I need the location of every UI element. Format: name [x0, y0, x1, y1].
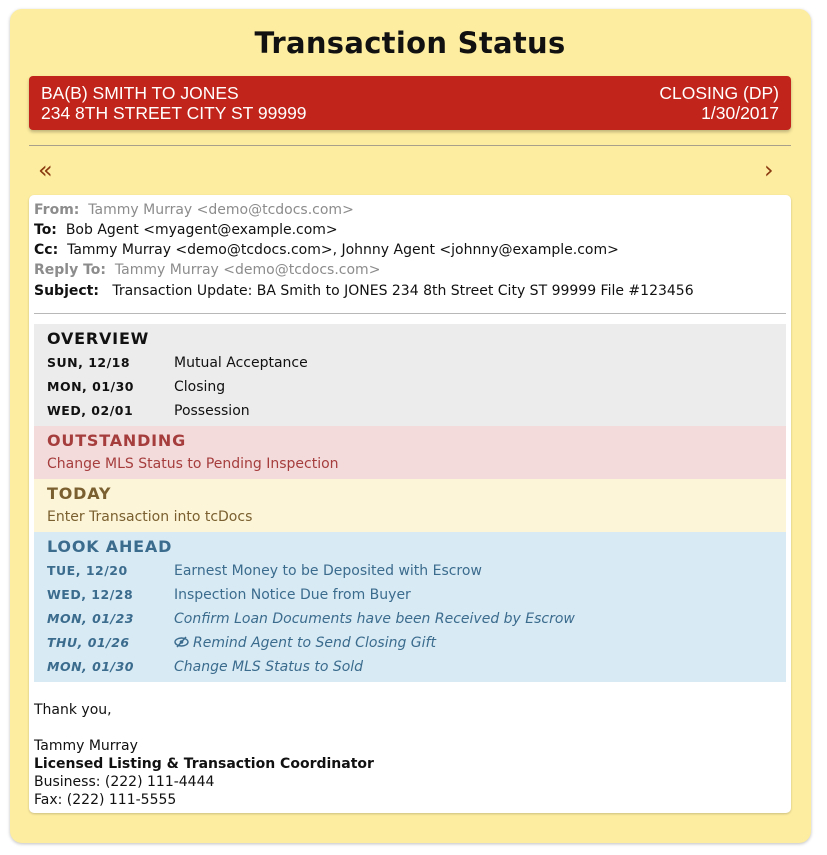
look-ahead-text: Confirm Loan Documents have been Received by Escrow	[174, 611, 575, 627]
subject-value: Transaction Update: BA Smith to JONES 234 8th Street City ST 99999 File #123456	[112, 283, 694, 299]
outstanding-title: OUTSTANDING	[47, 431, 187, 450]
look-ahead-item	[47, 609, 575, 629]
next-page-button[interactable]: ›	[764, 156, 774, 184]
banner-address: 234 8TH STREET CITY ST 99999	[41, 103, 307, 123]
overview-text: Mutual Acceptance	[174, 355, 308, 371]
signoff-name: Tammy Murray	[34, 738, 138, 754]
banner-parties: BA(B) SMITH TO JONES	[41, 83, 239, 103]
cc-label: Cc:	[34, 242, 59, 258]
overview-item	[47, 401, 250, 421]
look-ahead-item	[47, 585, 411, 605]
look-ahead-date: TUE, 12/20	[47, 563, 128, 578]
overview-date: SUN, 12/18	[47, 355, 131, 370]
look-ahead-date: MON, 01/23	[47, 611, 134, 626]
page-title: Transaction Status	[254, 26, 566, 60]
signoff-business-phone: Business: (222) 111-4444	[34, 774, 215, 790]
look-ahead-date: WED, 12/28	[47, 587, 134, 602]
signoff-role: Licensed Listing & Transaction Coordinator	[34, 756, 374, 772]
look-ahead-text: Remind Agent to Send Closing Gift	[193, 635, 436, 651]
today-title: TODAY	[47, 484, 112, 503]
overview-date: WED, 02/01	[47, 403, 134, 418]
overview-title: OVERVIEW	[47, 329, 150, 348]
subject-label: Subject:	[34, 283, 99, 299]
divider	[29, 145, 791, 146]
today-section	[34, 479, 786, 532]
to-label: To:	[34, 222, 57, 238]
header-divider	[34, 313, 786, 314]
look-ahead-item	[47, 633, 436, 653]
signoff-thanks: Thank you,	[34, 702, 112, 718]
reply-value: Tammy Murray <demo@tcdocs.com>	[114, 262, 381, 278]
overview-item	[47, 353, 308, 373]
look-ahead-item	[47, 561, 482, 581]
overview-text: Possession	[174, 403, 250, 419]
cc-value: Tammy Murray <demo@tcdocs.com>, Johnny Agent <johnny@example.com>	[67, 242, 619, 258]
outstanding-text: Change MLS Status to Pending Inspection	[47, 456, 339, 472]
overview-section	[34, 324, 786, 426]
to-value: Bob Agent <myagent@example.com>	[65, 222, 338, 238]
email-reply-to	[34, 260, 380, 280]
from-value: Tammy Murray <demo@tcdocs.com>	[88, 202, 354, 218]
look-ahead-title: LOOK AHEAD	[47, 537, 173, 556]
today-text: Enter Transaction into tcDocs	[47, 509, 253, 525]
look-ahead-text: Inspection Notice Due from Buyer	[174, 587, 411, 603]
banner-status: CLOSING (DP)	[659, 83, 779, 103]
email-from	[34, 200, 354, 220]
overview-item	[47, 377, 225, 397]
transaction-banner	[29, 76, 791, 130]
overview-text: Closing	[174, 379, 226, 395]
reply-label: Reply To:	[34, 262, 107, 278]
look-ahead-item	[47, 657, 363, 677]
overview-date: MON, 01/30	[47, 379, 134, 394]
email-cc	[34, 240, 619, 260]
email-to	[34, 220, 338, 240]
look-ahead-date: MON, 01/30	[47, 659, 134, 674]
email-subject	[34, 281, 694, 301]
outstanding-section	[34, 426, 786, 479]
signoff-fax: Fax: (222) 111-5555	[34, 792, 177, 808]
from-label: From:	[34, 202, 80, 218]
look-ahead-date: THU, 01/26	[47, 635, 130, 650]
first-page-button[interactable]: «	[38, 156, 53, 184]
look-ahead-text: Earnest Money to be Deposited with Escrow	[174, 563, 482, 579]
look-ahead-section	[34, 532, 786, 682]
eye-slash-icon	[174, 636, 189, 648]
banner-date: 1/30/2017	[701, 103, 779, 123]
look-ahead-text: Change MLS Status to Sold	[174, 659, 364, 675]
email-card	[29, 195, 791, 813]
